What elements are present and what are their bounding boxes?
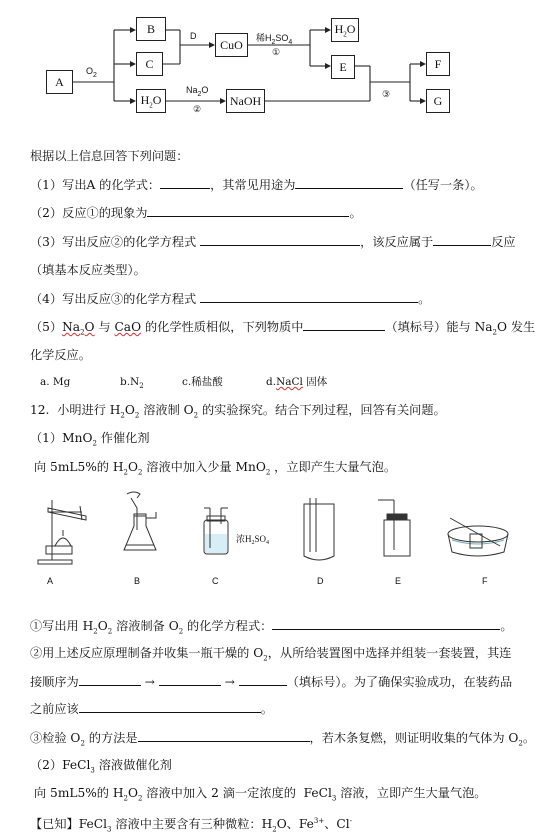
known-info: 【已知】FeCl$_3$ 溶液中主要含有三种微粒：$H_2O$、$Fe^{3+}$、Cl- [30, 817, 352, 834]
section-2-text: 向 5mL5%的 $H_2O_2$ 溶液中加入 2 滴一定浓度的 FeCl$_3$ 溶液，立即产生大量气泡。 [34, 786, 487, 803]
label-reaction-3: ③ [382, 89, 391, 99]
box-H2O-mid-label: $H_2O$ [140, 92, 162, 110]
label-Na2O: $Na_2O$ [186, 85, 209, 98]
q3-text-c: 反应 [491, 235, 516, 249]
question-3 [30, 233, 516, 250]
question-1 [30, 176, 483, 193]
question-3-cont: （填基本反应类型）。 [30, 263, 146, 277]
box-H2O-top-label: $H_2O$ [334, 21, 356, 39]
box-B-label: B [146, 21, 155, 36]
section-1-title: （1）MnO$_2$ 作催化剂 [30, 431, 150, 448]
q5-cao: CaO [114, 320, 142, 334]
q3-blank-equation[interactable] [200, 233, 360, 246]
q4-text-b: 。 [418, 292, 431, 306]
box-F [426, 52, 450, 76]
q5-text-b: 与 [94, 320, 115, 334]
box-H2O-mid [136, 89, 166, 113]
box-NaOH [226, 89, 265, 113]
sub1-blank[interactable] [272, 617, 500, 630]
apparatus-label-D: D [317, 576, 324, 586]
q1-text-c: （任写一条）。 [403, 178, 483, 192]
sub2-text-c: （填标号）。为了确保实验成功，在装药品 [286, 675, 513, 689]
q1-blank-use[interactable] [295, 176, 403, 189]
sub3-text-a: ③检验 $O_2$ 的方法是 [30, 731, 138, 748]
apparatus-label-C: C [212, 576, 219, 586]
q3-blank-type[interactable] [433, 233, 491, 246]
box-A-label: A [55, 74, 64, 89]
box-CuO [215, 33, 248, 57]
q5-na2o: $Na_2O$ [62, 320, 95, 337]
box-F-label: F [434, 56, 442, 71]
box-B [136, 17, 166, 41]
flow-lines [0, 0, 546, 125]
label-D: D [190, 31, 197, 41]
q4-blank[interactable] [200, 290, 418, 303]
sub2-text-a: ②用上述反应原理制备并收集一瓶干燥的 $O_2$，从所给装置图中选择并组装一套装置，其连 [30, 646, 512, 663]
apparatus-C [204, 508, 228, 554]
apparatus-figure [0, 490, 546, 594]
sub1-text-b: 。 [500, 619, 513, 633]
q2-blank[interactable] [147, 204, 349, 217]
sub-question-2-line2 [30, 673, 512, 690]
box-CuO-label: CuO [220, 37, 243, 52]
sub3-text-b: ，若木条复燃，则证明收集的气体为 $O_2$。 [309, 731, 536, 748]
q1-blank-formula[interactable] [160, 176, 210, 189]
question-intro: 根据以上信息回答下列问题： [30, 149, 189, 163]
section-2-title: （2）FeCl$_3$ 溶液做催化剂 [30, 758, 172, 775]
option-d-prefix: d. [266, 376, 277, 388]
sub2-blank-3[interactable] [239, 673, 287, 686]
apparatus-label-A: A [47, 576, 54, 586]
box-G [426, 89, 450, 113]
section-1-text: 向 5mL5%的 $H_2O_2$ 溶液中加入少量 MnO$_2$ ，立即产生大量气泡。 [34, 460, 397, 477]
apparatus-F [448, 518, 508, 556]
apparatus-label-B: B [134, 576, 141, 586]
option-d-suffix: 固体 [302, 376, 328, 388]
q3-text-b: ，该反应属于 [360, 235, 434, 249]
option-d-nacl: NaCl [276, 376, 303, 388]
box-E [331, 55, 355, 79]
apparatus-D [304, 498, 334, 560]
sub2-blank-1[interactable] [79, 673, 141, 686]
option-b: $b.N_2$ [120, 376, 144, 391]
q2-text-a: （2）反应①的现象为 [30, 206, 148, 220]
option-d [266, 374, 327, 390]
box-C [136, 52, 163, 76]
label-reaction-2: ② [193, 104, 202, 114]
q1-text-b: ，其常见用途为 [210, 178, 296, 192]
apparatus-A [38, 500, 86, 564]
q3-text-a: （3）写出反应②的化学方程式 [30, 235, 197, 249]
question-5 [30, 318, 535, 340]
label-acid: 稀$H_2SO_4$ [256, 33, 293, 46]
label-conc-h2so4: 浓$H_2SO_4$ [236, 534, 270, 546]
q2-text-b: 。 [349, 206, 362, 220]
sub2-arrow-1: → [144, 675, 155, 689]
sub2-text-b: 接顺序为 [30, 675, 79, 689]
box-NaOH-label: NaOH [229, 93, 262, 108]
label-O2: $O_2$ [86, 66, 97, 79]
apparatus-label-F: F [482, 576, 488, 586]
sub1-text-a: ①写出用 $H_2O_2$ 溶液制备 $O_2$ 的化学方程式： [30, 619, 273, 636]
sub-question-2-line3 [30, 700, 273, 717]
box-G-label: G [433, 93, 443, 108]
question-12-title: 12. 小明进行 $H_2O_2$ 溶液制 $O_2$ 的实验探究。结合下列过程，回答有关问题。 [30, 403, 446, 420]
option-c: c.稀盐酸 [182, 376, 223, 388]
q4-text-a: （4）写出反应③的化学方程式 [30, 292, 197, 306]
apparatus-label-E: E [395, 576, 402, 586]
sub-question-1 [30, 617, 513, 639]
apparatus-E [378, 500, 410, 556]
question-4 [30, 290, 430, 307]
sub2-blank-2[interactable] [159, 673, 221, 686]
box-E-label: E [339, 59, 347, 74]
q1-text-a: （1）写出A 的化学式： [30, 178, 161, 192]
sub2-text-d: 之前应该 [30, 702, 79, 716]
label-reaction-1: ① [272, 47, 281, 57]
q5-text-d: （填标号）能与 $Na_2O$ 发生 [385, 320, 536, 337]
sub-question-2 [30, 645, 511, 666]
sub2-arrow-2: → [224, 675, 235, 689]
box-A [46, 70, 73, 94]
sub-question-3 [30, 729, 535, 751]
q5-blank[interactable] [303, 318, 385, 331]
q5-text-c: 的化学性质相似，下列物质中 [141, 320, 304, 334]
sub2-blank-4[interactable] [79, 700, 261, 713]
apparatus-B [124, 492, 156, 550]
sub3-blank[interactable] [138, 729, 310, 742]
box-H2O-top [331, 18, 359, 42]
option-a: a. Mg [40, 376, 71, 388]
sub2-text-e: 。 [260, 702, 273, 716]
question-2 [30, 204, 362, 221]
question-5-cont: 化学反应。 [30, 348, 91, 362]
q5-text-a: （5） [30, 320, 63, 334]
box-C-label: C [145, 56, 154, 71]
